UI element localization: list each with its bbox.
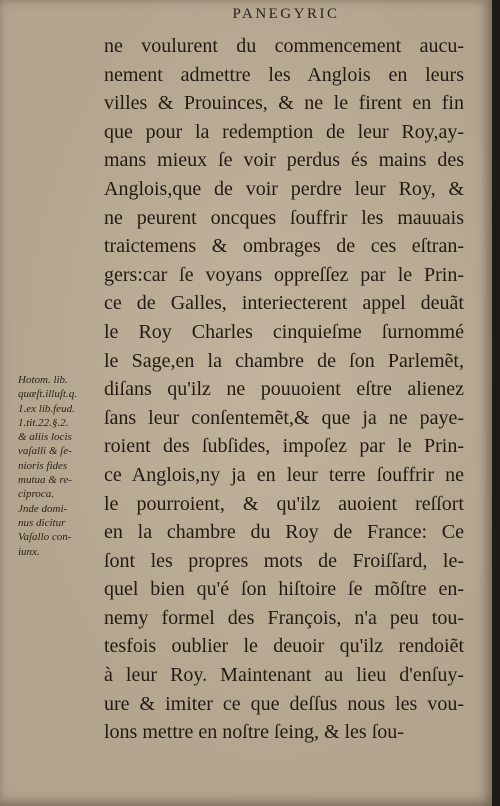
- text-line: ce de Galles, interiecterent appel deuãt: [104, 292, 464, 315]
- text-line: ure & imiter ce que deſſus nous les vou-: [104, 692, 464, 715]
- text-line: ſans leur conſentemẽt,& que ja ne paye-: [104, 406, 464, 429]
- text-line: tesfois oublier le deuoir qu'ilz rendoiẽt: [104, 635, 464, 658]
- text-line: ce Anglois,ny ja en leur terre ſouffrir ne: [104, 463, 464, 486]
- text-line: que pour la redemption de leur Roy,ay-: [104, 120, 464, 143]
- text-line: le Roy Charles cinquieſme ſurnommé: [104, 320, 464, 343]
- margin-note: vaſalli & ſe-: [18, 445, 72, 458]
- text-line: ne peurent oncques ſouffrir les mauuais: [104, 206, 464, 229]
- text-line: le Sage,en la chambre de ſon Parlemẽt,: [104, 349, 464, 372]
- margin-note: Jnde domi-: [18, 502, 68, 515]
- text-line: diſans qu'ilz ne pouuoient eſtre alienez: [104, 378, 464, 401]
- page-edge-shadow: [492, 0, 500, 806]
- margin-note: nioris fides: [18, 459, 68, 472]
- text-line: le pourroient, & qu'ilz auoient reſſort: [104, 492, 464, 515]
- margin-note: 1.ex lib.feud.: [18, 402, 75, 415]
- text-line: en la chambre du Roy de France: Ce: [104, 521, 464, 544]
- margin-note: ciproca.: [18, 488, 54, 501]
- margin-note: Vaſallo con-: [18, 531, 72, 544]
- margin-note: 1.tit.22.§.2.: [18, 416, 69, 429]
- text-line: traictemens & ombrages de ces eſtran-: [104, 235, 464, 258]
- text-line: quel bien qu'é ſon hiſtoire ſe mõſtre en-: [104, 578, 464, 601]
- margin-note: iunx.: [18, 545, 40, 558]
- margin-note: & aliis locis: [18, 431, 72, 444]
- text-line: ſont les propres mots de Froiſſard, le-: [104, 549, 464, 572]
- text-line: villes & Prouinces, & ne le firent en fin: [104, 92, 464, 115]
- text-line: Anglois,que de voir perdre leur Roy, &: [104, 177, 464, 200]
- text-line: lons mettre en noſtre ſeing, & les ſou-: [104, 721, 404, 744]
- text-line: ne voulurent du commencement aucu-: [104, 35, 464, 57]
- running-head: PANEGYRIC: [232, 6, 340, 22]
- text-line: roient des ſubſides, impoſez par le Prin-: [104, 435, 464, 458]
- main-text-block: [104, 32, 464, 747]
- text-line: nement admettre les Anglois en leurs: [104, 63, 464, 86]
- margin-note: Hotom. lib.: [18, 374, 68, 386]
- text-line: nemy formel des François, n'a peu tou-: [104, 606, 464, 629]
- margin-note: mutua & re-: [18, 474, 72, 487]
- marginal-citations: [18, 373, 110, 559]
- text-line: gers:car ſe voyans oppreſſez par le Prin-: [104, 263, 464, 286]
- margin-note: quæſt.illuſt.q.: [18, 388, 77, 401]
- margin-note: nus dicitur: [18, 516, 66, 529]
- text-line: à leur Roy. Maintenant au lieu d'enſuy-: [104, 664, 464, 687]
- text-line: mans mieux ſe voir perdus és mains des: [104, 149, 464, 172]
